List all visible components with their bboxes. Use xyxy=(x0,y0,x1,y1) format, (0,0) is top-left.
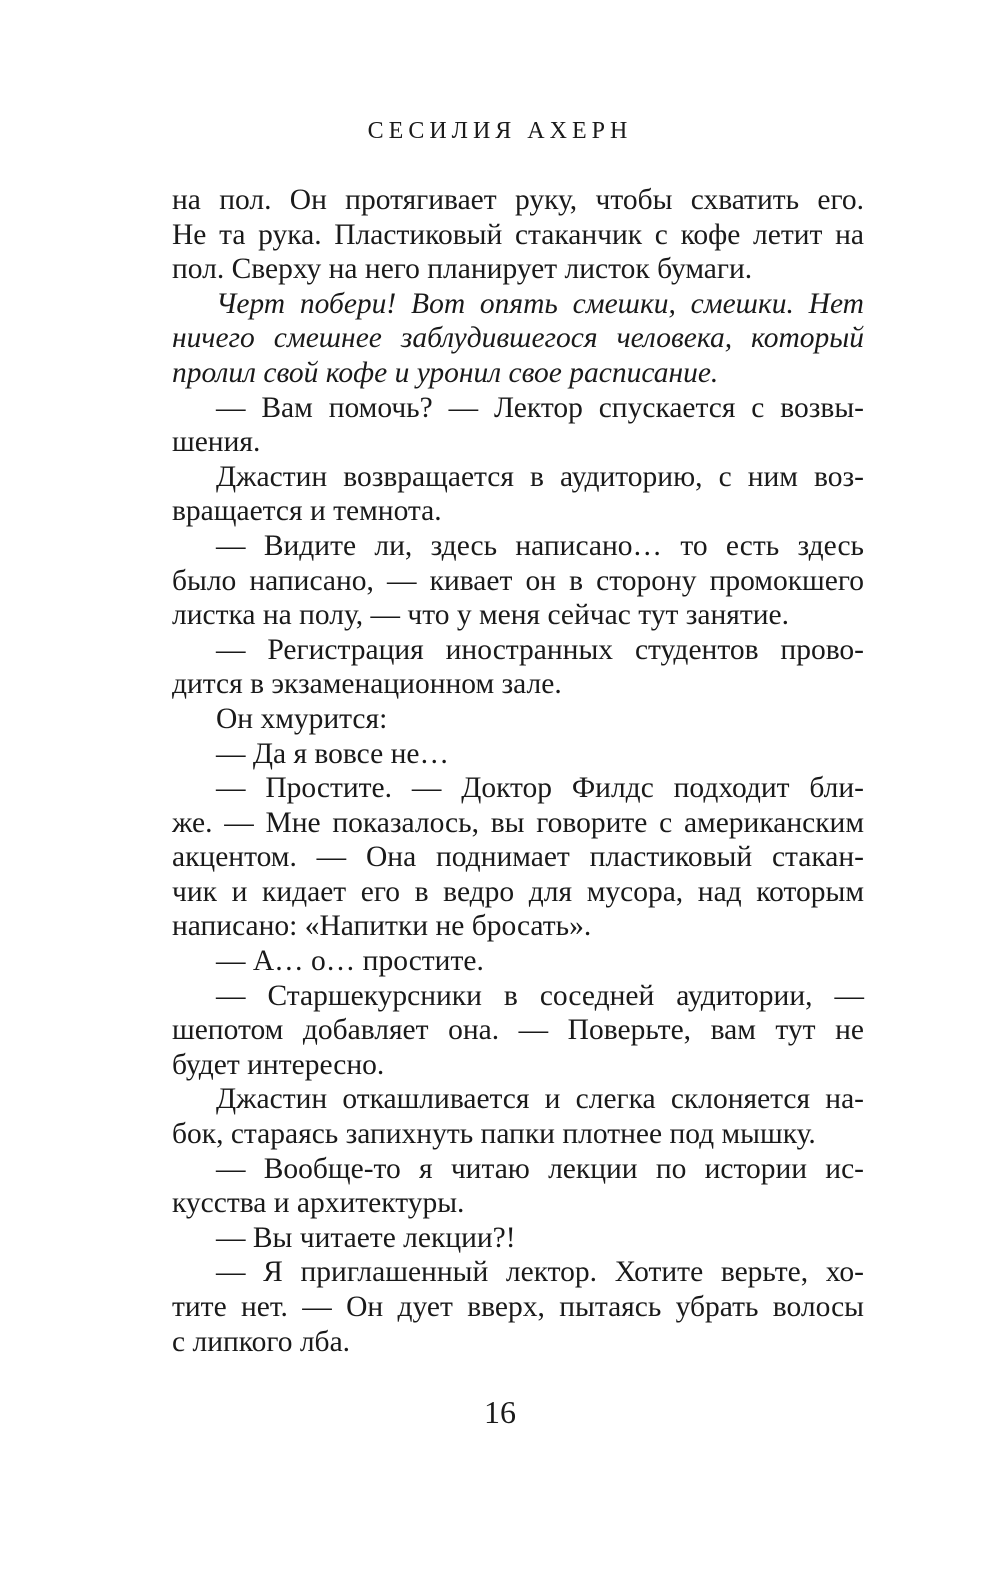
text-line: же. — Мне показалось, вы говорите с американским xyxy=(172,806,864,839)
text-line: — Регистрация иностранных студентов прово- xyxy=(216,633,864,666)
text-line: — Вообще-то я читаю лекции по истории ис- xyxy=(216,1152,864,1185)
text-line-italic: ничего смешнее заблудившегося человека, который xyxy=(172,322,864,355)
text-line: будет интересно. xyxy=(172,1048,385,1081)
text-line: акцентом. — Она поднимает пластиковый стакан- xyxy=(172,841,864,874)
text-line: было написано, — кивает он в сторону промокшего xyxy=(172,564,864,597)
text-line: шепотом добавляет она. — Поверьте, вам тут не xyxy=(172,1014,864,1047)
running-header: СЕСИЛИЯ АХЕРН xyxy=(367,118,633,144)
text-line: Джастин откашливается и слегка склоняется на- xyxy=(216,1083,864,1116)
text-line: на пол. Он протягивает руку, чтобы схватить его. xyxy=(172,184,864,216)
text-line: кусства и архитектуры. xyxy=(172,1187,465,1220)
text-line: Джастин возвращается в аудиторию, с ним воз- xyxy=(216,460,864,493)
text-line-italic: Черт побери! Вот опять смешки, смешки. Нет xyxy=(216,287,864,320)
text-line: вращается и темнота. xyxy=(172,495,442,528)
text-line: — Старшекурсники в соседней аудитории, — xyxy=(216,979,864,1012)
text-line: — Да я вовсе не… xyxy=(216,737,449,770)
text-line: — Вам помочь? — Лектор спускается с возвы- xyxy=(216,391,864,424)
body-text xyxy=(172,183,864,1359)
text-line: Он хмурится: xyxy=(216,702,388,735)
text-line: тите нет. — Он дует вверх, пытаясь убрать волосы xyxy=(172,1291,864,1323)
text-line: — Простите. — Доктор Филдс подходит бли- xyxy=(216,772,864,805)
text-line-italic: пролил свой кофе и уронил свое расписание. xyxy=(172,356,719,389)
text-line: листка на полу, — что у меня сейчас тут занятие. xyxy=(172,599,789,632)
text-line: — А… о… простите. xyxy=(216,945,484,978)
text-line: чик и кидает его в ведро для мусора, над которым xyxy=(172,875,864,908)
text-line: шения. xyxy=(172,426,261,459)
page-number: 16 xyxy=(484,1394,516,1430)
text-line: Не та рука. Пластиковый стаканчик с кофе летит на xyxy=(172,218,864,251)
text-line: — Я приглашенный лектор. Хотите верьте, хо- xyxy=(216,1256,864,1289)
text-line: бок, стараясь запихнуть папки плотнее под мышку. xyxy=(172,1118,816,1151)
text-line: пол. Сверху на него планирует листок бумаги. xyxy=(172,253,753,286)
text-line: с липкого лба. xyxy=(172,1325,351,1358)
text-line: — Вы читаете лекции?! xyxy=(216,1221,516,1254)
text-line: дится в экзаменационном зале. xyxy=(172,668,562,701)
text-line: — Видите ли, здесь написано… то есть здесь xyxy=(216,529,864,562)
text-line: написано: «Напитки не бросать». xyxy=(172,910,592,943)
